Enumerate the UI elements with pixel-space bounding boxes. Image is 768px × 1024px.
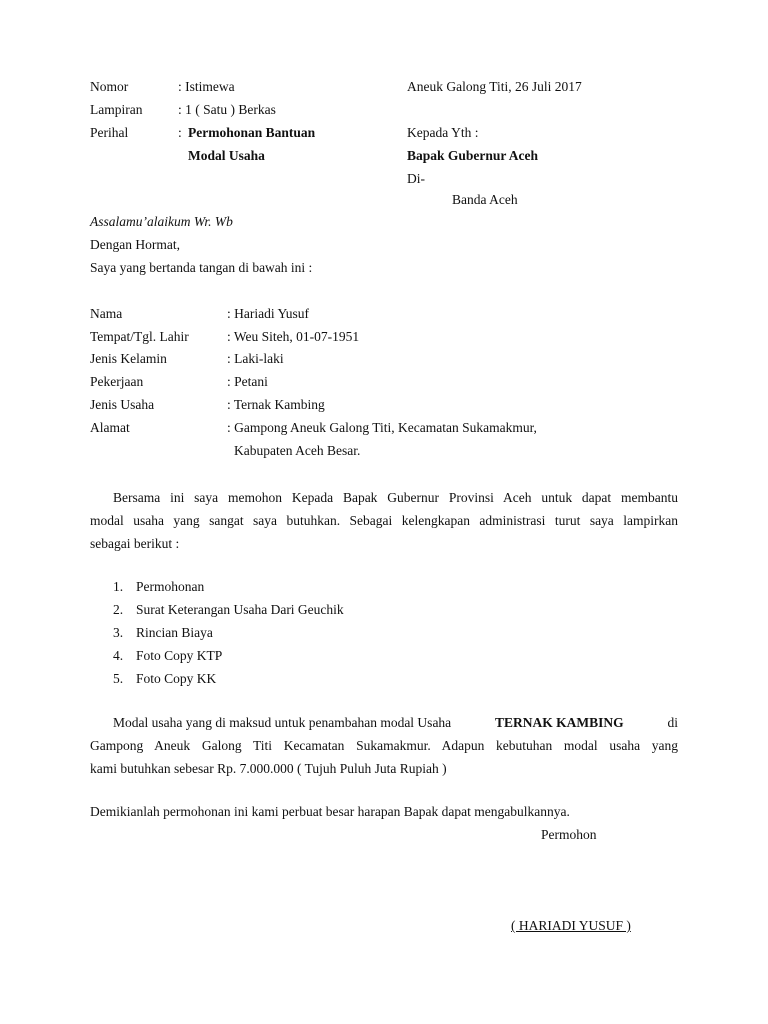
perihal-value-line2: Modal Usaha bbox=[188, 148, 265, 163]
list-item: Surat Keterangan Usaha Dari Geuchik bbox=[136, 602, 344, 617]
paragraph-2-line3: kami butuhkan sebesar Rp. 7.000.000 ( Tujuh Puluh Juta Rupiah ) bbox=[90, 761, 447, 776]
signature-role: Permohon bbox=[541, 827, 597, 842]
list-item: Foto Copy KK bbox=[136, 671, 217, 686]
list-item: Permohonan bbox=[136, 579, 205, 594]
alamat-value-line2: Kabupaten Aceh Besar. bbox=[234, 443, 361, 458]
lampiran-value: : 1 ( Satu ) Berkas bbox=[178, 102, 276, 117]
nomor-value: : Istimewa bbox=[178, 79, 235, 94]
jenis-kelamin-value: : Laki-laki bbox=[227, 351, 284, 366]
jenis-usaha-value: : Ternak Kambing bbox=[227, 397, 325, 412]
recipient-city: Banda Aceh bbox=[452, 192, 518, 207]
perihal-colon: : bbox=[178, 125, 182, 140]
nama-label: Nama bbox=[90, 306, 123, 321]
alamat-label: Alamat bbox=[90, 420, 130, 435]
paragraph-2-text-c: di bbox=[667, 715, 678, 730]
signature-name: ( HARIADI YUSUF ) bbox=[511, 918, 631, 933]
paragraph-2-line2: Gampong Aneuk Galong Titi Kecamatan Sukamakmur. Adapun kebutuhan modal usaha yang bbox=[90, 738, 678, 753]
place-date: Aneuk Galong Titi, 26 Juli 2017 bbox=[407, 79, 582, 94]
paragraph-1-line2: modal usaha yang sangat saya butuhkan. Sebagai kelengkapan administrasi turut saya lampirkan bbox=[90, 513, 678, 528]
list-item-number: 1. bbox=[113, 579, 124, 594]
recipient-name: Bapak Gubernur Aceh bbox=[407, 148, 539, 163]
salam: Assalamu’alaikum Wr. Wb bbox=[90, 214, 233, 229]
list-item-number: 2. bbox=[113, 602, 124, 617]
nomor-label: Nomor bbox=[90, 79, 129, 94]
ttl-value: : Weu Siteh, 01-07-1951 bbox=[227, 329, 360, 344]
paragraph-2-text-a: Modal usaha yang di maksud untuk penambahan modal Usaha bbox=[113, 715, 452, 730]
jenis-usaha-label: Jenis Usaha bbox=[90, 397, 155, 412]
pekerjaan-value: : Petani bbox=[227, 374, 268, 389]
list-item: Rincian Biaya bbox=[136, 625, 213, 640]
di-label: Di- bbox=[407, 171, 425, 186]
list-item-number: 5. bbox=[113, 671, 124, 686]
jenis-kelamin-label: Jenis Kelamin bbox=[90, 351, 167, 366]
perihal-value-line1: Permohonan Bantuan bbox=[188, 125, 316, 140]
paragraph-2-line1 bbox=[113, 716, 678, 730]
closing-text: Demikianlah permohonan ini kami perbuat besar harapan Bapak dapat mengabulkannya. bbox=[90, 804, 570, 819]
pekerjaan-label: Pekerjaan bbox=[90, 374, 144, 389]
list-item-number: 3. bbox=[113, 625, 124, 640]
perihal-label: Perihal bbox=[90, 125, 129, 140]
dengan-hormat: Dengan Hormat, bbox=[90, 237, 180, 252]
alamat-value-line1: : Gampong Aneuk Galong Titi, Kecamatan Sukamakmur, bbox=[227, 420, 537, 435]
ttl-label: Tempat/Tgl. Lahir bbox=[90, 329, 189, 344]
paragraph-1-line1: Bersama ini saya memohon Kepada Bapak Gubernur Provinsi Aceh untuk dapat membantu bbox=[113, 490, 678, 505]
kepada-label: Kepada Yth : bbox=[407, 125, 479, 140]
intro-text: Saya yang bertanda tangan di bawah ini : bbox=[90, 260, 313, 275]
list-item: Foto Copy KTP bbox=[136, 648, 223, 663]
lampiran-label: Lampiran bbox=[90, 102, 143, 117]
paragraph-1-line3: sebagai berikut : bbox=[90, 536, 180, 551]
nama-value: : Hariadi Yusuf bbox=[227, 306, 309, 321]
paragraph-2-emphasis: TERNAK KAMBING bbox=[495, 715, 624, 730]
list-item-number: 4. bbox=[113, 648, 124, 663]
